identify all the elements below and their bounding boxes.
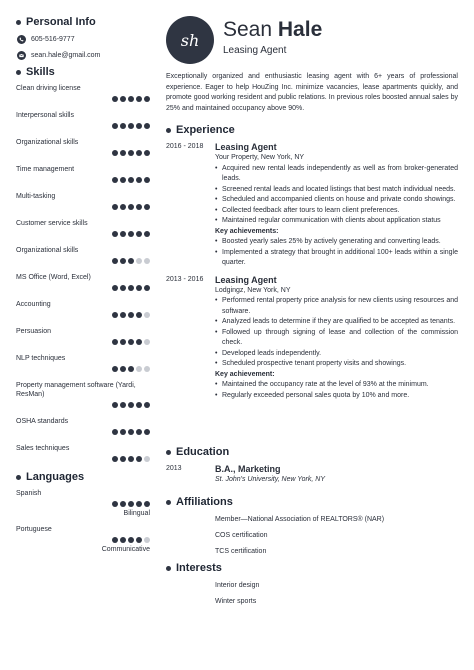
job-body [215, 142, 458, 269]
school: St. John's University, New York, NY [215, 476, 326, 483]
rating-dot-filled [112, 429, 118, 435]
rating-dots [16, 429, 150, 435]
rating-dot-filled [136, 456, 142, 462]
rating-dot-filled [128, 231, 134, 237]
skill-item [16, 84, 150, 102]
rating-dot-filled [144, 177, 150, 183]
degree: B.A., Marketing [215, 464, 281, 474]
candidate-name [223, 18, 322, 42]
job-bullet: • Acquired new rental leads independently as well as from broker-generated leads. [215, 164, 458, 185]
job-bullet: • Screened rental leads and located listings that best match individual needs. [215, 185, 458, 196]
rating-dot-filled [120, 177, 126, 183]
rating-dot-filled [128, 177, 134, 183]
job-bullet: • Analyzed leads to determine if they are qualified to be accepted as tenants. [215, 317, 458, 328]
rating-dot-filled [128, 402, 134, 408]
skills-heading [16, 66, 150, 78]
skill-item [16, 354, 150, 372]
skill-label: Persuasion [16, 328, 52, 335]
affiliations-title: Affiliations [176, 496, 233, 508]
affiliations-section [166, 496, 462, 557]
section-bullet-icon [166, 450, 171, 455]
rating-dot-filled [120, 429, 126, 435]
rating-dot-filled [120, 204, 126, 210]
rating-dot-filled [128, 339, 134, 345]
first-name: Sean [223, 18, 273, 41]
skills-title: Skills [26, 66, 55, 78]
job-bullet: • Maintained regular communication with clients about application status [215, 216, 458, 227]
job-bullet: • Scheduled prospective tenant property visits and showings. [215, 359, 458, 370]
rating-dot-filled [144, 285, 150, 291]
rating-dot-filled [112, 366, 118, 372]
rating-dot-filled [128, 96, 134, 102]
job-body [215, 275, 458, 402]
skills-list [16, 84, 150, 462]
rating-dot-filled [120, 96, 126, 102]
rating-dot-filled [112, 501, 118, 507]
rating-dot-filled [120, 258, 126, 264]
language-label: Spanish [16, 490, 42, 497]
section-bullet-icon [16, 20, 21, 25]
achievement-bullets [215, 237, 458, 269]
section-bullet-icon [16, 475, 21, 480]
skill-label: Time management [16, 166, 75, 173]
rating-dot-empty [144, 366, 150, 372]
rating-dot-filled [120, 285, 126, 291]
interests-title: Interests [176, 562, 222, 574]
job-bullet: • Scheduled and accompanied clients on house and private condo showings. [215, 195, 458, 206]
language-label: Portuguese [16, 526, 52, 533]
skill-item [16, 192, 150, 210]
rating-dots [16, 177, 150, 183]
achievements-heading: Key achievements: [215, 227, 279, 235]
job-entry [166, 142, 462, 269]
affiliation-item: COS certification [215, 532, 268, 539]
language-level: Bilingual [123, 510, 150, 517]
rating-dot-filled [136, 177, 142, 183]
rating-dot-filled [128, 366, 134, 372]
rating-dot-filled [136, 339, 142, 345]
job-bullets [215, 296, 458, 370]
skill-label: Sales techniques [16, 445, 70, 452]
rating-dots [16, 150, 150, 156]
rating-dot-filled [128, 123, 134, 129]
section-bullet-icon [166, 566, 171, 571]
rating-dots [16, 312, 150, 318]
rating-dot-filled [120, 501, 126, 507]
skill-label: Accounting [16, 301, 51, 308]
education-title: Education [176, 446, 230, 458]
rating-dot-filled [128, 204, 134, 210]
languages-list [16, 489, 150, 553]
skill-item [16, 300, 150, 318]
rating-dot-filled [136, 123, 142, 129]
rating-dot-filled [136, 285, 142, 291]
phone-row [16, 34, 150, 44]
rating-dot-empty [136, 366, 142, 372]
achievement-bullet: • Maintained the occupancy rate at the level of 93% at the minimum. [215, 380, 458, 391]
rating-dots [16, 501, 150, 507]
affiliation-item: Member—National Association of REALTORS® (NAR) [215, 516, 385, 523]
skill-label: Multi-tasking [16, 193, 56, 200]
skill-item [16, 246, 150, 264]
skill-item [16, 417, 150, 435]
rating-dot-filled [136, 204, 142, 210]
rating-dot-filled [128, 285, 134, 291]
rating-dot-filled [112, 312, 118, 318]
language-item [16, 489, 150, 517]
rating-dot-filled [120, 339, 126, 345]
rating-dot-filled [120, 123, 126, 129]
rating-dot-filled [112, 150, 118, 156]
skill-label: Interpersonal skills [16, 112, 74, 119]
rating-dot-filled [112, 177, 118, 183]
rating-dot-filled [144, 96, 150, 102]
rating-dot-filled [144, 402, 150, 408]
section-bullet-icon [166, 500, 171, 505]
rating-dots [16, 204, 150, 210]
rating-dot-empty [144, 339, 150, 345]
rating-dot-filled [120, 537, 126, 543]
job-bullet: • Performed rental property price analysis for new clients using resources and software. [215, 296, 458, 317]
job-bullet: • Developed leads independently. [215, 349, 458, 360]
rating-dot-filled [144, 123, 150, 129]
rating-dot-filled [128, 312, 134, 318]
rating-dot-filled [112, 258, 118, 264]
languages-title: Languages [26, 471, 85, 483]
job-role: Leasing Agent [223, 45, 287, 56]
rating-dots [16, 96, 150, 102]
rating-dot-filled [128, 258, 134, 264]
rating-dots [16, 402, 150, 408]
rating-dot-filled [120, 402, 126, 408]
left-column [16, 16, 150, 561]
rating-dot-filled [136, 231, 142, 237]
rating-dot-filled [136, 150, 142, 156]
education-date: 2013 [166, 465, 182, 472]
interests-heading [166, 562, 462, 574]
experience-heading [166, 124, 462, 136]
initials-avatar: sh [166, 16, 214, 64]
job-bullet: • Collected feedback after tours to learn client preferences. [215, 206, 458, 217]
rating-dot-filled [112, 456, 118, 462]
skill-label: Organizational skills [16, 139, 79, 146]
skill-label: Property management software (Yardi, ResMan) [16, 382, 136, 398]
education-body [215, 464, 458, 486]
interest-item: Winter sports [215, 598, 257, 605]
resume-header [166, 16, 462, 70]
education-heading [166, 446, 462, 458]
rating-dot-filled [112, 537, 118, 543]
achievement-bullet: • Boosted yearly sales 25% by actively generating and converting leads. [215, 237, 458, 248]
rating-dot-filled [112, 402, 118, 408]
summary-text: Exceptionally organized and enthusiastic leasing agent with 6+ years of professional experience. Eager to help HouZing Inc. minimize vacancies, lease apartments quickly, and promote good working resident and public relations. In previous roles boosted annual sales by 25% and maintained occupancy above 90%. [166, 73, 458, 112]
language-item [16, 525, 150, 553]
rating-dot-filled [144, 150, 150, 156]
experience-title: Experience [176, 124, 235, 136]
skill-label: NLP techniques [16, 355, 66, 362]
rating-dot-filled [128, 456, 134, 462]
affiliation-item: TCS certification [215, 548, 267, 555]
rating-dots [16, 258, 150, 264]
rating-dot-filled [128, 537, 134, 543]
email-address: sean.hale@gmail.com [31, 51, 101, 59]
skill-item [16, 381, 150, 408]
rating-dot-filled [120, 312, 126, 318]
job-title: Leasing Agent [215, 274, 277, 285]
job-bullets [215, 164, 458, 227]
achievement-bullet: • Implemented a strategy that brought in additional 100+ leads within a single quarter. [215, 248, 458, 269]
rating-dot-filled [128, 150, 134, 156]
rating-dot-filled [120, 366, 126, 372]
affiliations-heading [166, 496, 462, 508]
achievements-heading: Key achievement: [215, 370, 275, 378]
rating-dot-filled [144, 204, 150, 210]
rating-dot-filled [144, 429, 150, 435]
rating-dot-filled [120, 150, 126, 156]
skill-item [16, 219, 150, 237]
job-entry [166, 275, 462, 402]
rating-dots [16, 456, 150, 462]
rating-dot-filled [112, 339, 118, 345]
jobs-list [166, 142, 462, 401]
rating-dots [16, 285, 150, 291]
rating-dot-filled [112, 123, 118, 129]
job-bullet: • Followed up through signing of lease and collection of the commission check. [215, 328, 458, 349]
rating-dot-filled [128, 501, 134, 507]
section-bullet-icon [166, 128, 171, 133]
achievement-bullet: • Regularly exceeded personal sales quota by 10% and more. [215, 391, 458, 402]
skill-item [16, 327, 150, 345]
rating-dot-empty [144, 258, 150, 264]
job-date: 2013 - 2016 [166, 275, 204, 283]
education-entry [166, 464, 462, 486]
rating-dot-filled [112, 204, 118, 210]
rating-dot-empty [136, 258, 142, 264]
education-section [166, 446, 462, 486]
rating-dot-filled [112, 285, 118, 291]
last-name: Hale [277, 18, 323, 41]
languages-heading [16, 471, 150, 483]
skill-item [16, 165, 150, 183]
section-bullet-icon [16, 70, 21, 75]
rating-dot-filled [128, 429, 134, 435]
skill-label: MS Office (Word, Excel) [16, 274, 91, 281]
rating-dot-filled [120, 456, 126, 462]
rating-dot-empty [144, 312, 150, 318]
skill-label: Customer service skills [16, 220, 88, 227]
interests-section [166, 562, 462, 607]
rating-dot-filled [136, 96, 142, 102]
skill-item [16, 444, 150, 462]
rating-dot-filled [120, 231, 126, 237]
phone-number: 605-516-9777 [31, 35, 75, 43]
experience-section [166, 124, 462, 407]
rating-dot-filled [136, 312, 142, 318]
skill-item [16, 273, 150, 291]
interest-item: Interior design [215, 582, 260, 589]
job-company: Lodgingz, New York, NY [215, 286, 291, 294]
rating-dot-filled [112, 231, 118, 237]
rating-dots [16, 231, 150, 237]
rating-dot-filled [144, 501, 150, 507]
skill-label: Clean driving license [16, 85, 81, 92]
email-row [16, 50, 150, 60]
personal-info-heading [16, 16, 150, 28]
rating-dot-filled [136, 537, 142, 543]
achievement-bullets [215, 380, 458, 401]
skill-item [16, 111, 150, 129]
skill-label: OSHA standards [16, 418, 69, 425]
job-company: Your Property, New York, NY [215, 154, 305, 161]
phone-icon [16, 34, 26, 44]
rating-dots [16, 339, 150, 345]
rating-dot-filled [112, 96, 118, 102]
rating-dots [16, 537, 150, 543]
rating-dot-empty [144, 537, 150, 543]
language-level: Communicative [101, 546, 150, 553]
rating-dots [16, 123, 150, 129]
rating-dot-filled [144, 231, 150, 237]
rating-dot-filled [136, 429, 142, 435]
rating-dot-filled [136, 501, 142, 507]
skill-item [16, 138, 150, 156]
email-icon [16, 50, 26, 60]
rating-dot-empty [144, 456, 150, 462]
rating-dot-filled [136, 402, 142, 408]
skill-label: Organizational skills [16, 247, 79, 254]
rating-dots [16, 366, 150, 372]
job-date: 2016 - 2018 [166, 143, 204, 150]
job-title: Leasing Agent [215, 142, 277, 152]
personal-info-title: Personal Info [26, 16, 96, 28]
